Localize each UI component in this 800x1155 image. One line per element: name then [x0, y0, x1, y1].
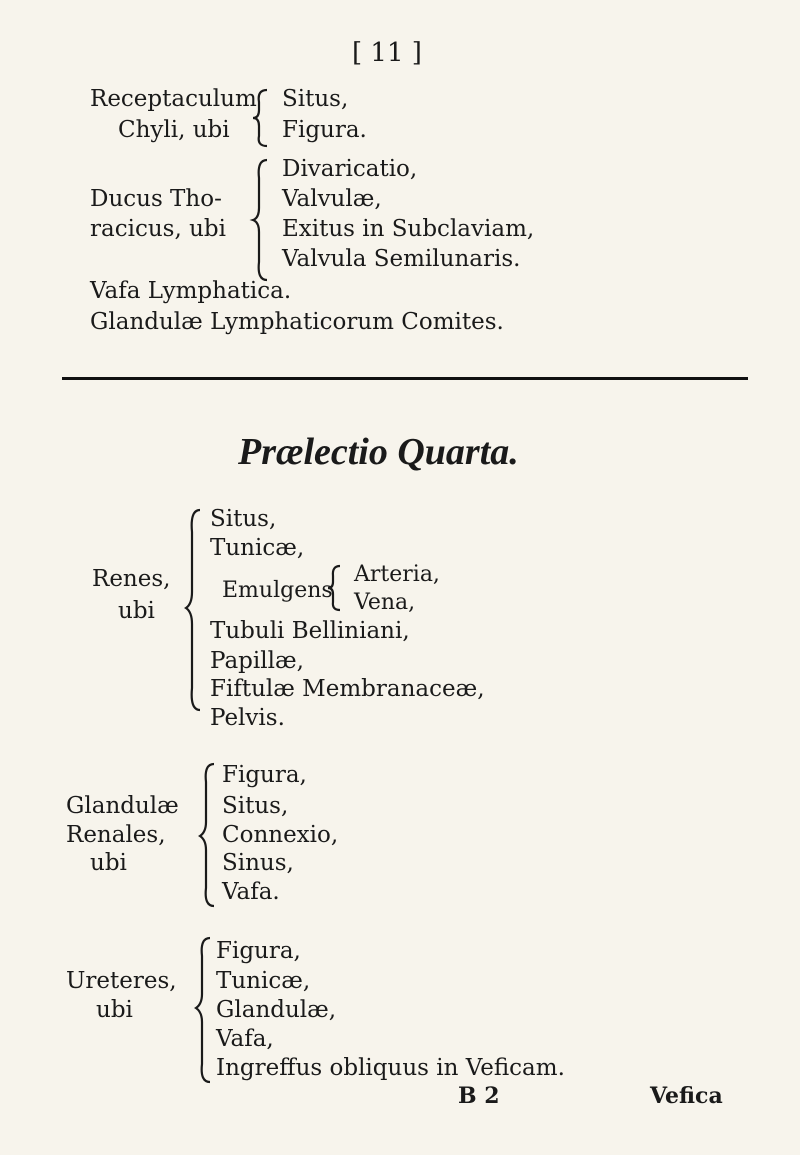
glandulae-item: Vafa.: [222, 879, 280, 905]
glandulae-label-line3: ubi: [90, 850, 127, 876]
ureteres-label-line1: Ureteres,: [66, 968, 177, 994]
ductus-brace: [253, 158, 273, 282]
vasa-lymphatica-line: Vafa Lymphatica.: [90, 278, 292, 304]
section-divider: [62, 377, 748, 380]
ductus-label-line2: racicus, ubi: [90, 216, 226, 242]
receptaculum-label-line1: Receptaculum: [90, 86, 257, 112]
receptaculum-label-line2: Chyli, ubi: [118, 117, 230, 143]
ureteres-item: Tunicæ,: [216, 968, 311, 994]
renes-label-line1: Renes,: [92, 566, 171, 592]
receptaculum-brace: [253, 88, 273, 148]
ductus-item: Valvula Semilunaris.: [282, 246, 521, 272]
renes-item: Tubuli Belliniani,: [210, 618, 410, 644]
ureteres-item: Ingreffus obliquus in Veficam.: [216, 1055, 565, 1081]
section-title: Prælectio Quarta.: [238, 431, 519, 473]
renes-label-line2: ubi: [118, 598, 155, 624]
renes-item: Tunicæ,: [210, 535, 305, 561]
emulgens-item: Vena,: [354, 590, 416, 615]
ductus-item: Exitus in Subclaviam,: [282, 216, 535, 242]
glandulae-item: Figura,: [222, 762, 307, 788]
emulgens-item: Arteria,: [354, 562, 440, 587]
renes-item: Situs,: [210, 506, 277, 532]
ureteres-label-line2: ubi: [96, 997, 133, 1023]
page-number: [ 11 ]: [352, 38, 422, 68]
glandulae-label-line2: Renales,: [66, 822, 166, 848]
receptaculum-item: Situs,: [282, 86, 349, 112]
ureteres-brace: [196, 936, 216, 1084]
glandulae-label-line1: Glandulæ: [66, 793, 179, 819]
glandulae-item: Connexio,: [222, 822, 339, 848]
ductus-item: Divaricatio,: [282, 156, 418, 182]
renes-item: Pelvis.: [210, 705, 285, 731]
renes-item: Fiftulæ Membranaceæ,: [210, 676, 485, 702]
ureteres-item: Vafa,: [216, 1026, 274, 1052]
renes-brace: [186, 508, 206, 712]
emulgens-brace: [328, 564, 346, 612]
ureteres-item: Glandulæ,: [216, 997, 337, 1023]
ductus-label-line1: Ducus Tho-: [90, 186, 222, 212]
ureteres-item: Figura,: [216, 938, 301, 964]
signature-mark: B 2: [458, 1083, 500, 1109]
ductus-item: Valvulæ,: [282, 186, 382, 212]
receptaculum-item: Figura.: [282, 117, 367, 143]
glandulae-lymphaticorum-line: Glandulæ Lymphaticorum Comites.: [90, 309, 504, 335]
glandulae-item: Situs,: [222, 793, 289, 819]
emulgens-label: Emulgens: [222, 578, 333, 603]
renes-item: Papillæ,: [210, 648, 304, 674]
catchword: Vefica: [650, 1083, 723, 1109]
glandulae-item: Sinus,: [222, 850, 294, 876]
glandulae-brace: [200, 762, 220, 908]
